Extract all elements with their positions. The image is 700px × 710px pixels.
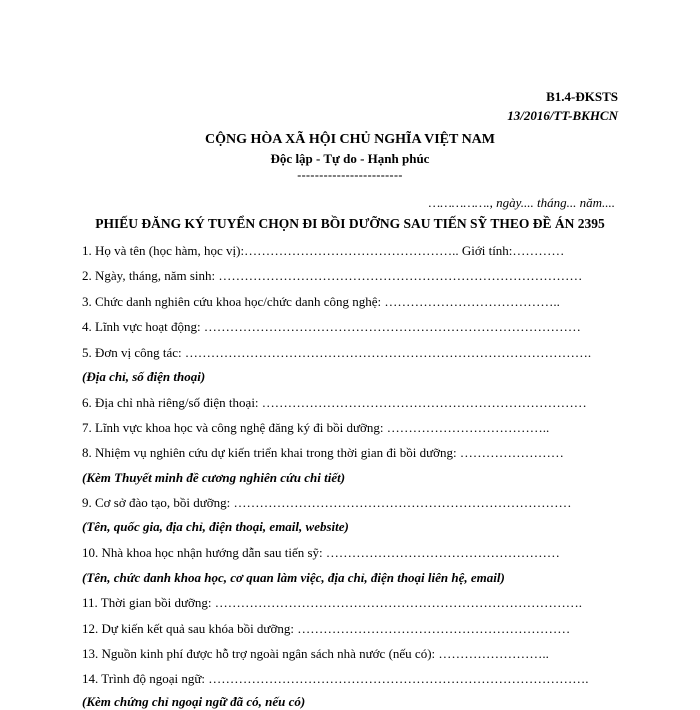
field-full-name: 1. Họ và tên (học hàm, học vị):………………………………………….. Giới tính:………… bbox=[82, 243, 565, 258]
national-title: CỘNG HÒA XÃ HỘI CHỦ NGHĨA VIỆT NAM bbox=[204, 132, 495, 147]
field-supervisor: 10. Nhà khoa học nhận hướng dẫn sau tiến sỹ: ……………………………………………… bbox=[82, 545, 560, 560]
field-funding-source: 13. Nguồn kinh phí được hỗ trợ ngoài ngân sách nhà nước (nếu có): …………………….. bbox=[82, 646, 549, 661]
form-code: B1.4-ĐKSTS bbox=[546, 89, 618, 104]
field-research-task: 8. Nhiệm vụ nghiên cứu dự kiến triển khai trong thời gian đi bồi dưỡng: …………………… bbox=[82, 445, 564, 460]
field-activity-area: 4. Lĩnh vực hoạt động: …………………………………………………………………………… bbox=[82, 319, 581, 334]
date-line: ……………., ngày.... tháng... năm.... bbox=[428, 195, 615, 210]
field-registered-field: 7. Lĩnh vực khoa học và công nghệ đăng ký đi bồi dưỡng: ……………………………….. bbox=[82, 420, 550, 435]
national-motto: Độc lập - Tự do - Hạnh phúc bbox=[270, 151, 430, 166]
field-home-address: 6. Địa chỉ nhà riêng/số điện thoại: ………………………………………………………………… bbox=[82, 395, 587, 410]
note-research-task: (Kèm Thuyết minh đề cương nghiên cứu chi tiết) bbox=[82, 470, 346, 485]
field-expected-results: 12. Dự kiến kết quả sau khóa bồi dưỡng: ……………………………………………………… bbox=[82, 621, 571, 636]
header-divider: ------------------------ bbox=[297, 168, 403, 182]
field-workplace: 5. Đơn vị công tác: …………………………………………………………………………………. bbox=[82, 345, 592, 360]
field-training-institution: 9. Cơ sở đào tạo, bồi dưỡng: …………………………………………………………………… bbox=[82, 495, 572, 510]
note-foreign-language: (Kèm chứng chỉ ngoại ngữ đã có, nếu có) bbox=[82, 694, 306, 709]
form-title: PHIẾU ĐĂNG KÝ TUYỂN CHỌN ĐI BỒI DƯỠNG SAU TIẾN SỸ THEO ĐỀ ÁN 2395 bbox=[95, 216, 605, 231]
note-supervisor: (Tên, chức danh khoa học, cơ quan làm việc, địa chỉ, điện thoại liên hệ, email) bbox=[82, 570, 505, 585]
field-birth-date: 2. Ngày, tháng, năm sinh: ………………………………………………………………………… bbox=[82, 268, 583, 283]
field-research-title: 3. Chức danh nghiên cứu khoa học/chức danh công nghệ: ………………………………….. bbox=[82, 294, 560, 309]
field-foreign-language: 14. Trình độ ngoại ngữ: ……………………………………………………………………………. bbox=[82, 671, 589, 686]
note-workplace: (Địa chỉ, số điện thoại) bbox=[82, 369, 206, 384]
field-training-time: 11. Thời gian bồi dưỡng: …………………………………………………………………………. bbox=[82, 595, 582, 610]
note-training-institution: (Tên, quốc gia, địa chỉ, điện thoại, email, website) bbox=[82, 519, 349, 534]
circular-number: 13/2016/TT-BKHCN bbox=[507, 108, 618, 123]
